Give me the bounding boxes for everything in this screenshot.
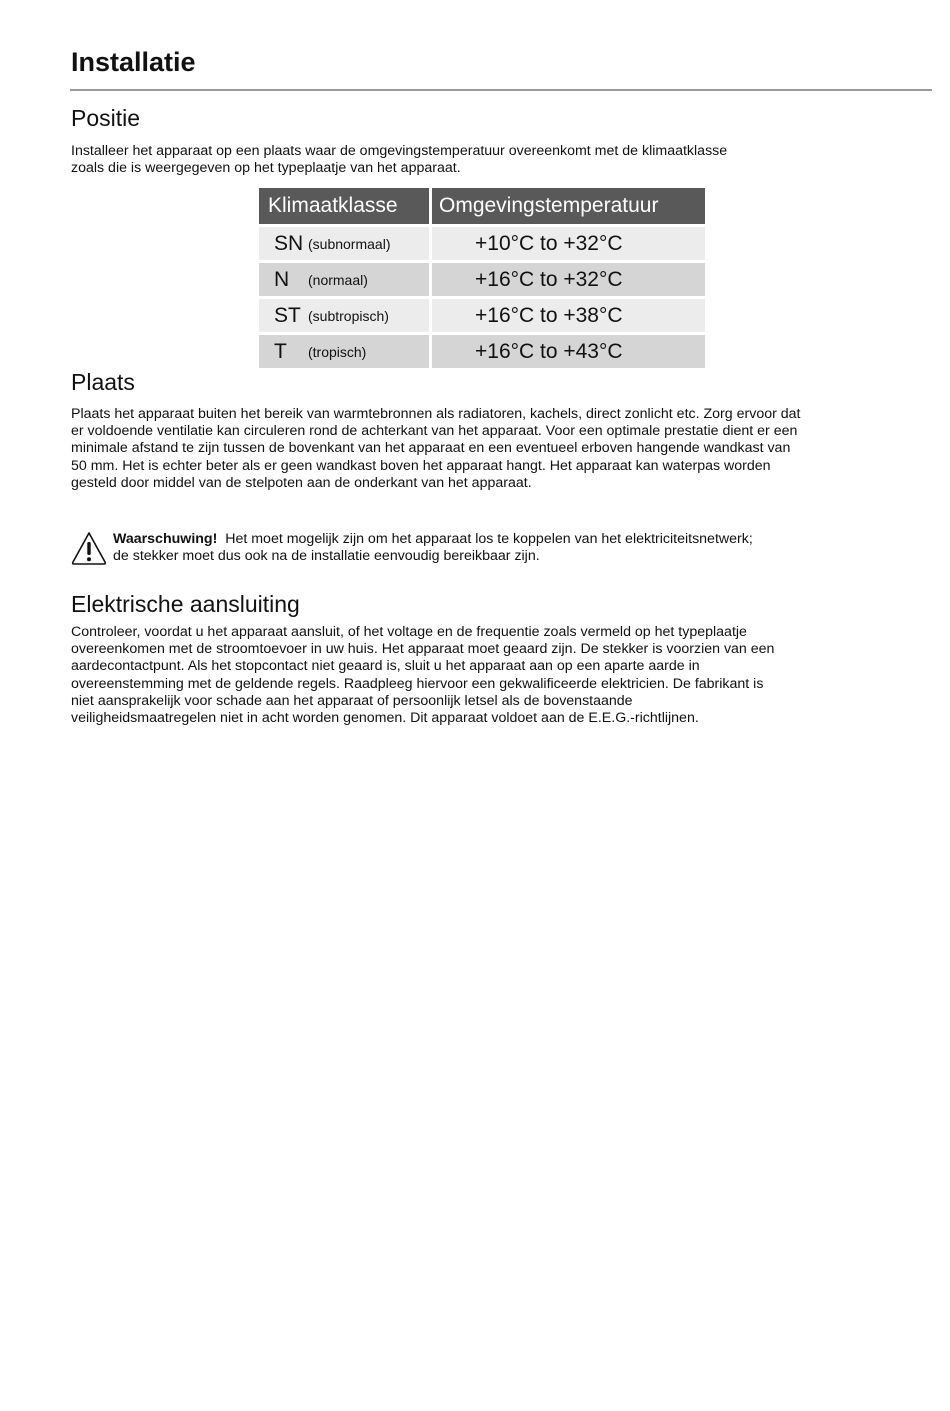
warning-text-line2: de stekker moet dus ook na de installatie eenvoudig bereikbaar zijn. (113, 548, 540, 565)
page-title: Installatie (71, 47, 196, 77)
positie-paragraph: Installeer het apparaat op een plaats waar de omgevingstemperatuur overeenkomt met de klimaatklasse zoals die is weergegeven op het typeplaatje van het apparaat. (71, 143, 728, 177)
temperature-cell (431, 226, 706, 262)
class-cell (259, 262, 431, 298)
header-klimaatklasse: Klimaatklasse (259, 188, 431, 226)
temperature-range: +16°C to +38°C (475, 303, 623, 327)
section-heading-plaats: Plaats (71, 369, 135, 395)
table-row (259, 262, 705, 298)
class-code: T (274, 339, 287, 363)
class-code: N (274, 267, 290, 291)
temperature-cell (431, 334, 706, 369)
class-code: SN (274, 231, 304, 255)
temperature-range: +16°C to +32°C (475, 267, 623, 291)
class-code: ST (274, 303, 301, 327)
class-description: (tropisch) (308, 343, 367, 360)
warning-triangle-icon (71, 531, 107, 565)
class-cell (259, 334, 431, 369)
temperature-range: +16°C to +43°C (475, 339, 623, 363)
warning-text-line1: Het moet mogelijk zijn om het apparaat los te koppelen van het elektriciteitsnetwerk; (225, 531, 753, 547)
class-description: (normaal) (308, 271, 368, 288)
class-cell (259, 226, 431, 262)
warning-label: Waarschuwing! (113, 531, 218, 547)
table-row (259, 298, 705, 334)
plaats-paragraph: Plaats het apparaat buiten het bereik van warmtebronnen als radiatoren, kachels, direct zonlicht etc. Zorg ervoor dat er voldoende ventilatie kan circuleren rond de achterkant van het apparaat. Voor een optimale prestatie dient er een minimale afstand te zijn tussen de bovenkant van het apparaat en een eventueel erboven hangende wandkast van 50 mm. Het is echter beter als er geen wandkast boven het apparaat hangt. Het apparaat kan waterpas worden gesteld door middel van de stelpoten aan de onderkant van het apparaat. (71, 406, 801, 491)
warning-message (113, 531, 753, 565)
climate-class-table (259, 188, 705, 368)
title-divider (70, 89, 932, 91)
table-row (259, 334, 705, 369)
header-omgevingstemperatuur: Omgevingstemperatuur (431, 188, 706, 226)
class-description: (subnormaal) (308, 235, 391, 252)
section-heading-elektrische-aansluiting: Elektrische aansluiting (71, 591, 300, 617)
class-description: (subtropisch) (308, 307, 389, 324)
table-row (259, 226, 705, 262)
temperature-range: +10°C to +32°C (475, 231, 623, 255)
section-heading-positie: Positie (71, 105, 141, 131)
temperature-cell (431, 298, 706, 334)
temperature-cell (431, 262, 706, 298)
class-cell (259, 298, 431, 334)
elektrische-aansluiting-paragraph: Controleer, voordat u het apparaat aansluit, of het voltage en de frequentie zoals vermeld op het typeplaatje overeenkomen met de stroomtoevoer in uw huis. Het apparaat moet geaard zijn. De stekker is voorzien van een aardecontactpunt. Als het stopcontact niet geaard is, sluit u het apparaat aan op een aparte aarde in overeenstemming met de geldende regels. Raadpleeg hiervoor een gekwalificeerde elektricien. De fabrikant is niet aansprakelijk voor schade aan het apparaat of persoonlijk letsel als de bovenstaande veiligheidsmaatregelen niet in acht worden genomen. Dit apparaat voldoet aan de E.E.G.-richtlijnen. (71, 624, 775, 727)
table-header-row (259, 188, 705, 226)
